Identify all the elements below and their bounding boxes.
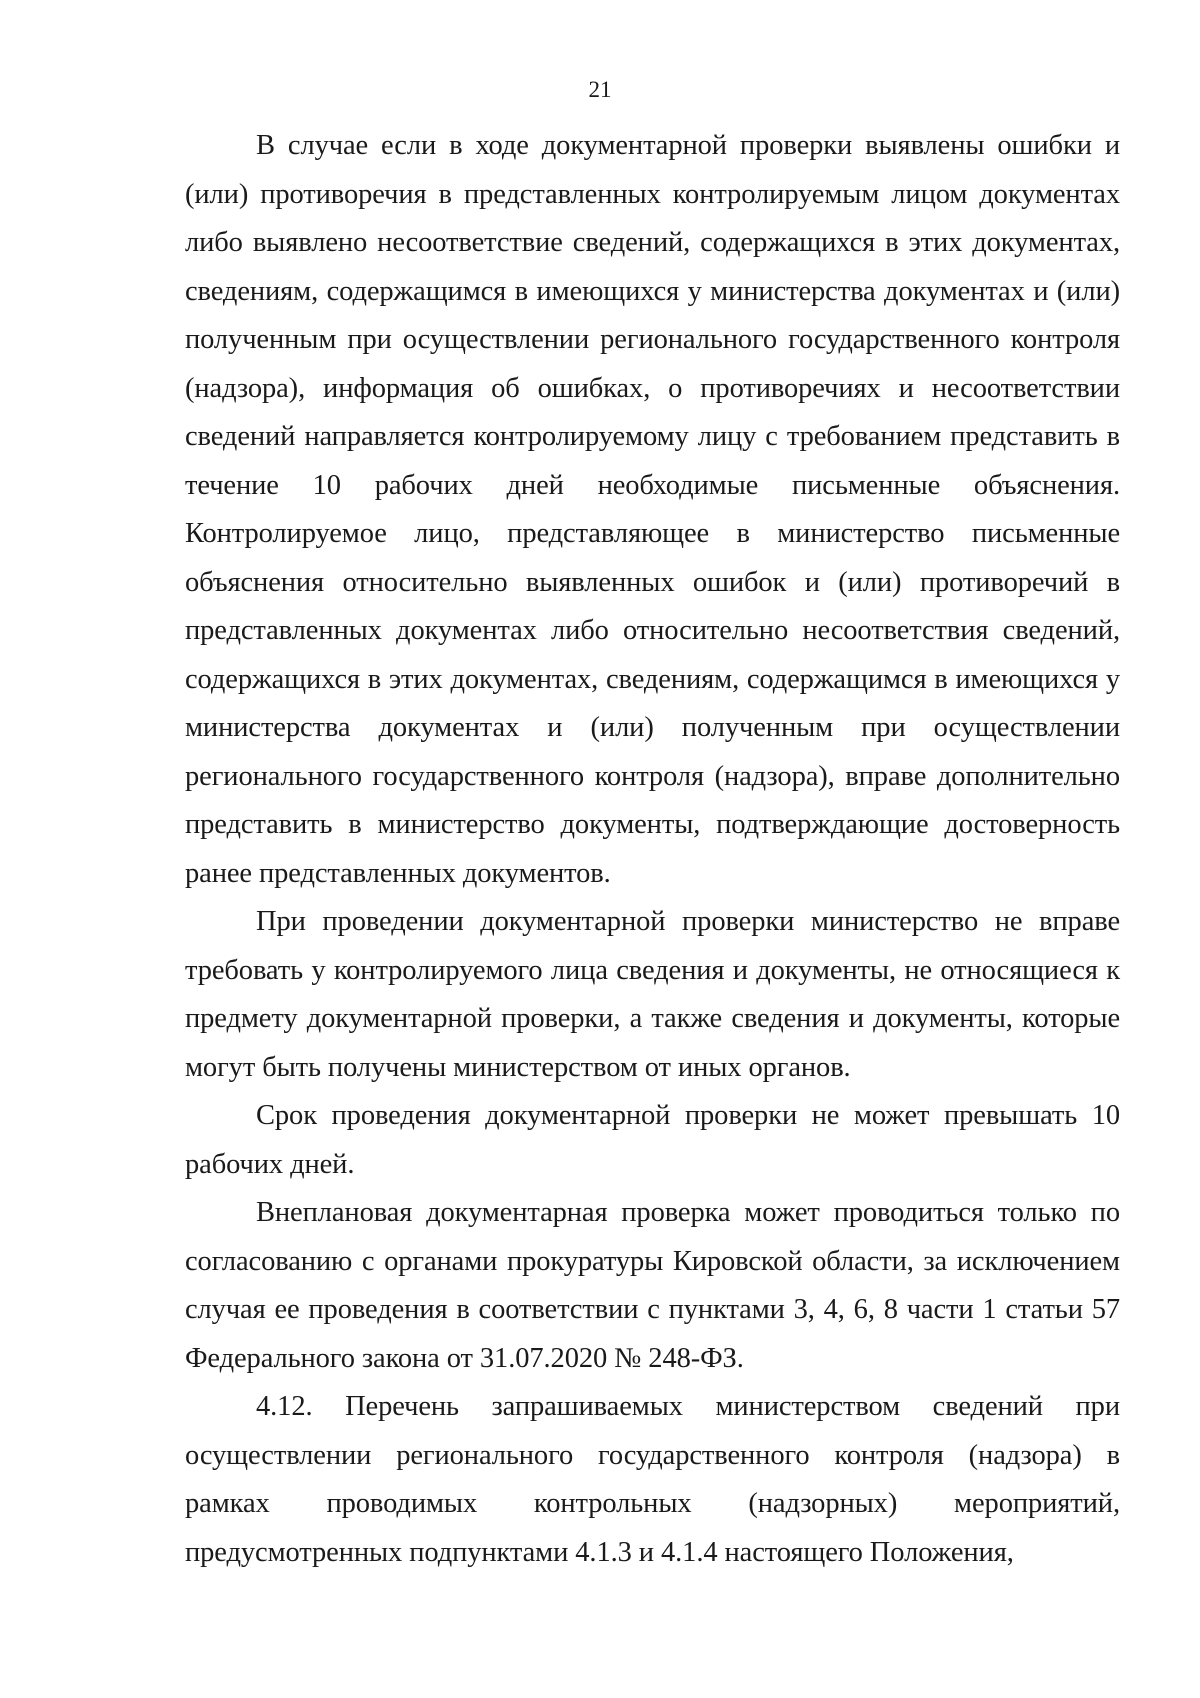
paragraph-unscheduled-inspection: Внеплановая документарная проверка может проводиться только по согласованию с органами прокуратуры Кировской области, за исключением случая ее проведения в соответствии с пунктами 3, 4, 6, 8 части 1 статьи 57 Федерального закона от 31.07.2020 № 248-ФЗ. <box>185 1197 1120 1374</box>
page-number: 21 <box>588 77 612 102</box>
paragraph-discrepancy-procedure: В случае если в ходе документарной проверки выявлены ошибки и (или) противоречия в представленных контролируемым лицом документах либо выявлено несоответствие сведений, содержащихся в этих документах, сведениям, содержащимся в имеющихся у министерства документах и (или) полученным при осуществлении регионального государственного контроля (надзора), информация об ошибках, о противоречиях и несоответствии сведений направляется контролируемому лицу с требованием представить в течение 10 рабочих дней необходимые письменные объяснения. Контролируемое лицо, представляющее в министерство письменные объяснения относительно выявленных ошибок и (или) противоречий в представленных документах либо относительно несоответствия сведений, содержащихся в этих документах, сведениям, содержащимся в имеющихся у министерства документах и (или) полученным при осуществлении регионального государственного контроля (надзора), вправе дополнительно представить в министерство документы, подтверждающие достоверность ранее представленных документов. <box>185 130 1120 889</box>
document-body <box>185 122 1120 1577</box>
paragraph-section-4-12: 4.12. Перечень запрашиваемых министерством сведений при осуществлении регионального государственного контроля (надзора) в рамках проводимых контрольных (надзорных) мероприятий, предусмотренных подпунктами 4.1.3 и 4.1.4 настоящего Положения, <box>185 1391 1120 1568</box>
paragraph-document-request-limits: При проведении документарной проверки министерство не вправе требовать у контролируемого лица сведения и документы, не относящиеся к предмету документарной проверки, а также сведения и документы, которые могут быть получены министерством от иных органов. <box>185 906 1120 1083</box>
paragraph-inspection-duration: Срок проведения документарной проверки не может превышать 10 рабочих дней. <box>185 1100 1120 1180</box>
